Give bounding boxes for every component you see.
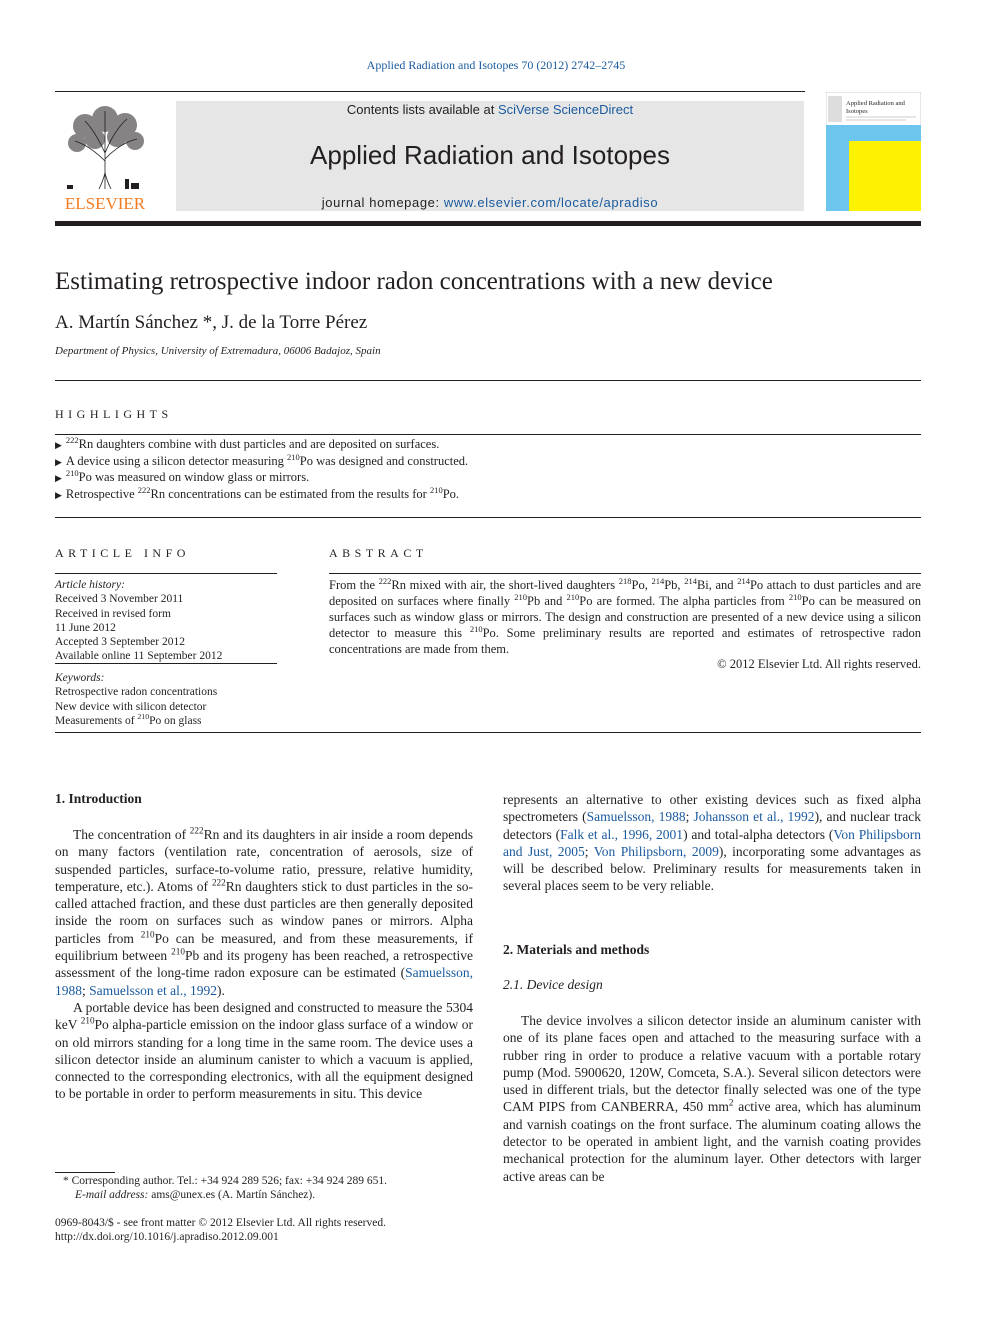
abstract-rule <box>329 573 921 574</box>
introduction-heading: 1. Introduction <box>55 791 142 806</box>
highlight-item: ▶ Retrospective $^{222}$Rn concentrations can be estimated from the results for $^{210}$Po. <box>55 484 460 501</box>
homepage-line <box>176 195 804 210</box>
history-item: Received in revised form <box>55 607 171 620</box>
header-top-rule <box>55 91 805 92</box>
history-item: Accepted 3 September 2012 <box>55 636 185 649</box>
front-matter-bottom-rule <box>55 732 921 733</box>
email-address[interactable]: ams@unex.es (A. Martín Sánchez). <box>151 1189 316 1202</box>
history-item: Available online 11 September 2012 <box>55 650 223 663</box>
journal-cover-image <box>826 92 921 211</box>
keyword-item: Measurements of $^{210}$Po on glass <box>55 712 202 727</box>
body-column-right-bottom <box>503 1012 921 1185</box>
paragraph: A portable device has been designed and constructed to measure the 5304 keV $^{210}$Po alpha-particle emission on the indoor glass surface of a window or on old mirrors standing for a long time in the same room. The device uses a silicon detector inside an aluminum canister to which a vacuum is applied, connected to the corresponding electronics, with all the equipment designed to be portable in order to perform measurements in situ. This device <box>55 999 474 1102</box>
highlight-item: ▶ A device using a silicon detector measuring $^{210}$Po was designed and constructed. <box>55 451 469 468</box>
article-title: Estimating retrospective indoor radon concentrations with a new device <box>55 268 773 295</box>
bullet-triangle-icon: ▶ <box>55 473 62 483</box>
author-affiliation: Department of Physics, University of Extremadura, 06006 Badajoz, Spain <box>55 345 381 357</box>
highlights-bottom-rule <box>55 517 921 518</box>
keyword-item: New device with silicon detector <box>55 700 207 713</box>
highlights-heading: HIGHLIGHTS <box>55 407 173 421</box>
article-info-rule <box>55 573 277 574</box>
abstract-copyright: © 2012 Elsevier Ltd. All rights reserved. <box>717 657 921 671</box>
article-history <box>55 578 222 664</box>
publisher-name: ELSEVIER <box>64 194 146 211</box>
abstract-text: From the $^{222}$Rn mixed with air, the short-lived daughters $^{218}$Po, $^{214}$Pb, $^{214}$Bi, and $^{214}$Po attach to dust particles and are deposited on surfaces where finally $^{210}$Pb and $^{210}$Po are formed. The alpha particles from $^{210}$Po can be measured on surfaces such as window glass or mirrors. The design and construction are presented of a new device using a silicon detector to measure this $^{210}$Po. Some preliminary results are reported and estimates of retrospective radon concentrations are made from them. <box>329 575 922 656</box>
highlights-list <box>55 434 469 503</box>
body-column-left <box>55 826 473 1103</box>
article-authors: A. Martín Sánchez *, J. de la Torre Pérez <box>55 312 368 333</box>
corresponding-author-note: * Corresponding author. Tel.: +34 924 289 526; fax: +34 924 289 651. <box>63 1175 388 1187</box>
keyword-item: Retrospective radon concentrations <box>55 686 218 699</box>
paragraph: The device involves a silicon detector inside an aluminum canister with one of its plane faces open and attached to the measuring surface with a rubber ring in order to produce a relative vacuum with a portable rotary pump (Mod. 5900620, 120W, Comceta, S.A.). Several silicon detectors were used in different trials, but the detector finally selected was one of the type CAM PIPS from CANBERRA, 450 $mm^2$ active area, which has aluminum and varnish coatings on the front surface. The aluminum coating allows the detector to be operated in ambient light, and the varnish coating provides mechanical protection for the aluminum layer. Other detectors with larger active areas can be <box>503 1013 921 1184</box>
contents-prefix: Contents lists available at <box>346 102 498 117</box>
abstract-heading: ABSTRACT <box>329 546 428 560</box>
cover-title-line-1: Applied Radiation and <box>846 100 905 107</box>
body-column-right-top <box>503 791 921 895</box>
highlight-item: ▶$^{210}$Po was measured on window glass or mirrors. <box>55 467 310 484</box>
methods-heading: 2. Materials and methods <box>503 942 650 957</box>
title-bottom-rule <box>55 380 921 381</box>
sciencedirect-link[interactable]: SciVerse ScienceDirect <box>497 102 634 117</box>
doi-link[interactable]: http://dx.doi.org/10.1016/j.apradiso.2012.09.001 <box>55 1231 279 1244</box>
highlight-item: ▶$^{222}$Rn daughters combine with dust particles and are deposited on surfaces. <box>55 434 440 451</box>
journal-cover-thumbnail[interactable] <box>826 92 921 211</box>
citation-link[interactable]: Samuelsson, 1988 <box>586 809 686 825</box>
citation-link[interactable]: Falk et al., 1996, 2001 <box>560 826 684 842</box>
elsevier-logo <box>55 101 155 211</box>
paragraph: The concentration of $^{222}$Rn and its daughters in air inside a room depends on many factors (ventilation rate, concentration of aerosols, size of suspended particles, surface-to-volume ratio, pressure, relative humidity, temperature, etc.). Atoms of $^{222}$Rn daughters stick to dust particles in the so-called attached fraction, and these dust particles are then generally deposited inside the room on surfaces such as window panes or mirrors. Alpha particles from $^{210}$Po can be measured, and from these measurements, if equilibrium between $^{210}$Pb and its progeny has been reached, a retrospective assessment of the long-time radon exposure can be estimated (Samuelsson, 1988; Samuelsson et al., 1992). <box>55 825 474 998</box>
journal-name: Applied Radiation and Isotopes <box>310 140 670 170</box>
bullet-triangle-icon: ▶ <box>55 440 62 450</box>
footnote-rule <box>55 1172 115 1173</box>
article-info-rule <box>55 663 277 664</box>
citation-link[interactable]: Von Philipsborn, 2009 <box>593 843 719 859</box>
journal-reference[interactable]: Applied Radiation and Isotopes 70 (2012) 2742–2745 <box>366 58 626 72</box>
history-item: 11 June 2012 <box>55 621 116 634</box>
citation-link[interactable]: Johansson et al., 1992 <box>693 809 815 825</box>
history-label: Article history: <box>55 579 125 591</box>
footnote <box>55 1174 475 1203</box>
paragraph: represents an alternative to other existing devices such as fixed alpha spectrometers (Samuelsson, 1988; Johansson et al., 1992), and nuclear track detectors (Falk et al., 1996, 2001) and total-alpha detectors (Von Philipsborn and Just, 2005; Von Philipsborn, 2009), incorporating some advantages as will be described below. Preliminary results for measurements taken in several places seem to be very reliable. <box>503 792 921 894</box>
article-info-heading: ARTICLE INFO <box>55 546 190 560</box>
elsevier-tree-icon <box>55 101 155 211</box>
citation-link[interactable]: Samuelsson et al., 1992 <box>89 982 218 998</box>
bullet-triangle-icon: ▶ <box>55 489 62 500</box>
history-item: Received 3 November 2011 <box>55 593 184 606</box>
keywords-block <box>55 671 217 728</box>
device-design-heading: 2.1. Device design <box>503 977 603 992</box>
citation-link[interactable]: Von Philipsborn and Just, 2005 <box>503 826 921 859</box>
cover-title-line-2: Isotopes <box>846 108 868 115</box>
keywords-label: Keywords: <box>55 672 105 684</box>
issn-line: 0969-8043/$ - see front matter © 2012 Elsevier Ltd. All rights reserved. <box>55 1217 386 1229</box>
citation-link[interactable]: Samuelsson, 1988 <box>55 965 473 998</box>
homepage-link[interactable]: www.elsevier.com/locate/apradiso <box>443 195 659 210</box>
highlights-top-rule <box>55 434 921 435</box>
bullet-triangle-icon: ▶ <box>55 456 62 467</box>
email-note: E-mail address: ams@unex.es (A. Martín Sánchez). <box>75 1189 316 1202</box>
contents-line <box>176 102 804 117</box>
issn-block <box>55 1216 386 1245</box>
header-thick-rule <box>55 221 921 226</box>
homepage-prefix: journal homepage: <box>321 195 444 210</box>
